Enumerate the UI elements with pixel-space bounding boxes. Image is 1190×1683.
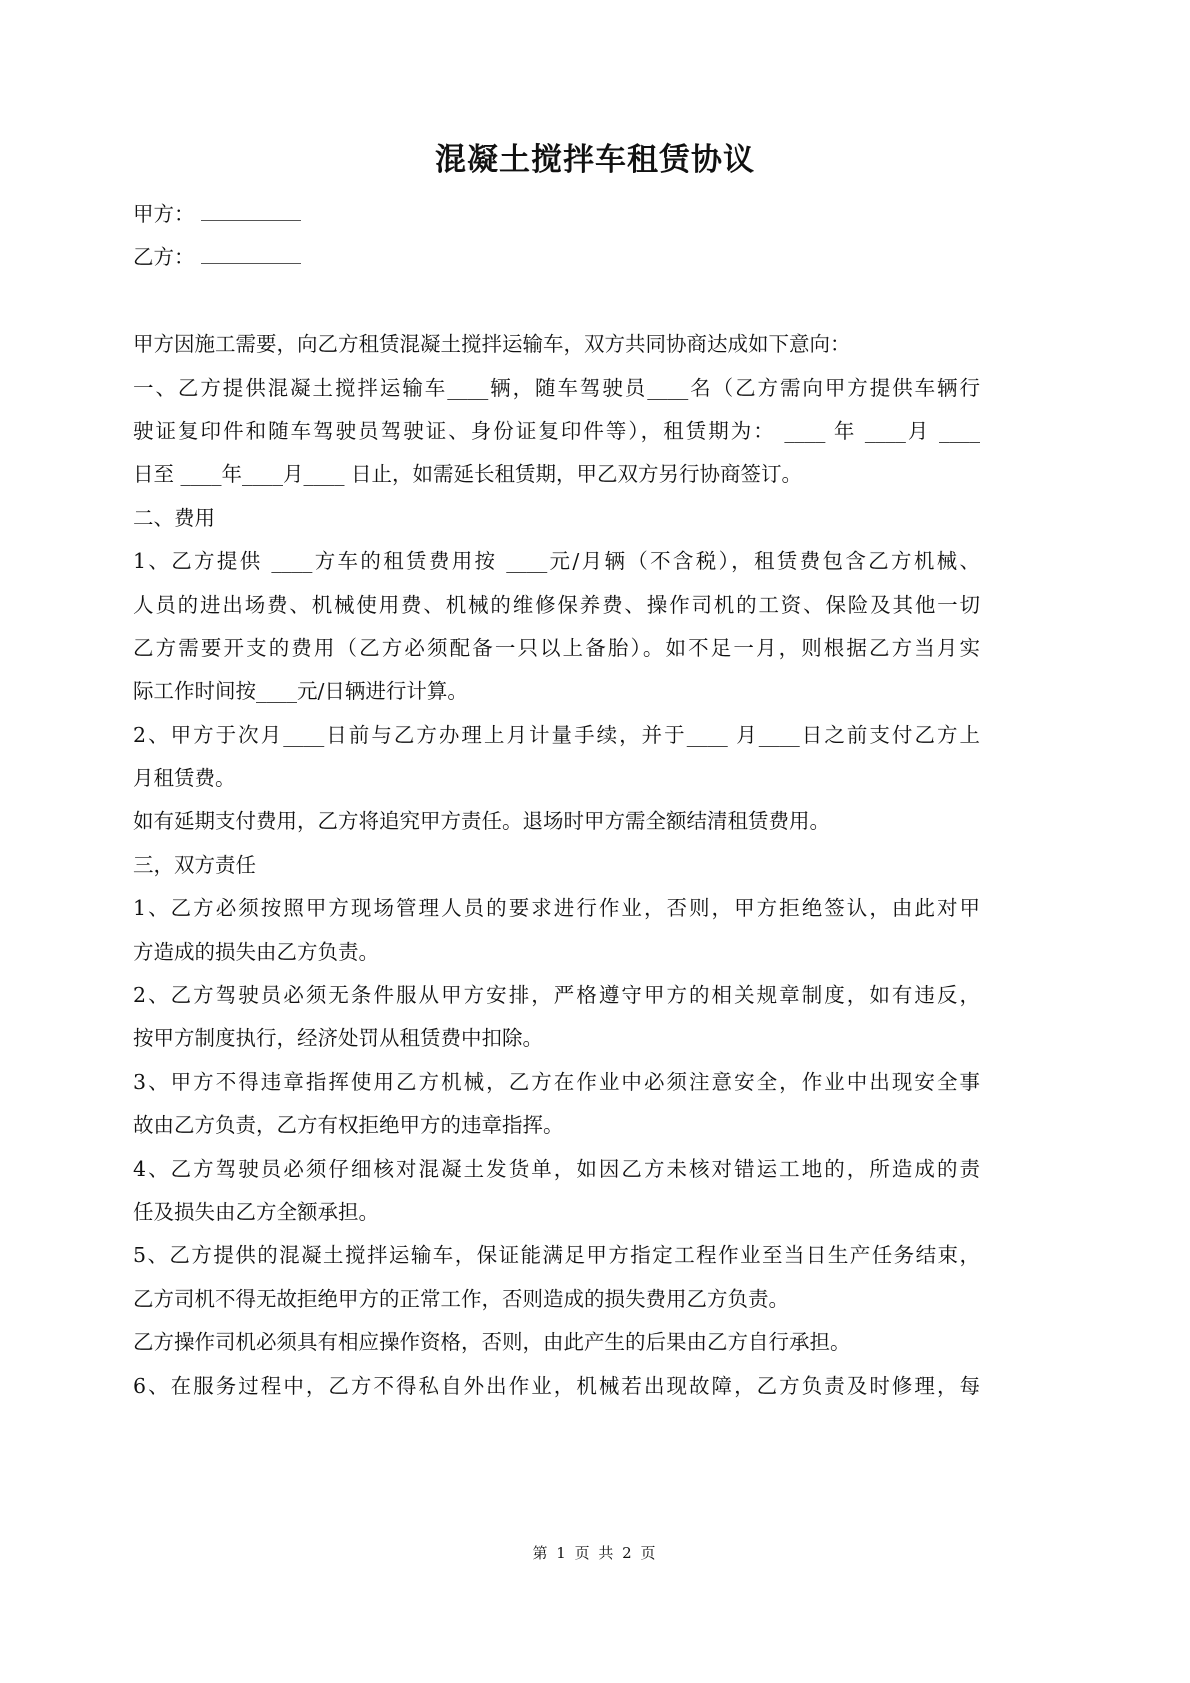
paragraph-line: 乙方司机不得无故拒绝甲方的正常工作，否则造成的损失费用乙方负责。 xyxy=(133,1286,789,1311)
paragraph-line: 任及损失由乙方全额承担。 xyxy=(133,1199,379,1224)
paragraph-line: 2、乙方驾驶员必须无条件服从甲方安排，严格遵守甲方的相关规章制度，如有违反， xyxy=(133,983,980,1008)
paragraph-line: 际工作时间按____元/日辆进行计算。 xyxy=(133,679,468,704)
spacer xyxy=(133,280,980,323)
paragraph-line: 乙方需要开支的费用（乙方必须配备一只以上备胎）。如不足一月，则根据乙方当月实 xyxy=(133,635,980,660)
paragraph-line: 甲方因施工需要，向乙方租赁混凝土搅拌运输车，双方共同协商达成如下意向： xyxy=(133,332,851,357)
paragraph-line: 方造成的损失由乙方负责。 xyxy=(133,939,379,964)
contract-paragraphs xyxy=(133,323,980,1408)
document-title: 混凝土搅拌车租赁协议 xyxy=(435,142,755,178)
paragraph-line: 6、在服务过程中，乙方不得私自外出作业，机械若出现故障，乙方负责及时修理，每 xyxy=(133,1373,980,1398)
paragraph-line: 3、甲方不得违章指挥使用乙方机械，乙方在作业中必须注意安全，作业中出现安全事 xyxy=(133,1069,980,1094)
party-b-line xyxy=(133,236,980,279)
paragraph-line: 1、乙方必须按照甲方现场管理人员的要求进行作业，否则，甲方拒绝签认，由此对甲 xyxy=(133,896,980,921)
party-a-label: 甲方： xyxy=(133,202,195,226)
paragraph-line: 人员的进出场费、机械使用费、机械的维修保养费、操作司机的工资、保险及其他一切 xyxy=(133,592,980,617)
paragraph-line: 5、乙方提供的混凝土搅拌运输车，保证能满足甲方指定工程作业至当日生产任务结束， xyxy=(133,1243,980,1268)
paragraph-line: 驶证复印件和随车驾驶员驾驶证、身份证复印件等），租赁期为： ____ 年 ____月 ____ xyxy=(133,418,980,443)
party-a-blank xyxy=(201,204,301,221)
paragraph-line: 月租赁费。 xyxy=(133,766,236,791)
paragraph-line: 2、甲方于次月____日前与乙方办理上月计量手续，并于____ 月____日之前支付乙方上 xyxy=(133,722,980,747)
paragraph-line: 4、乙方驾驶员必须仔细核对混凝土发货单，如因乙方未核对错运工地的，所造成的责 xyxy=(133,1156,980,1181)
party-a-line xyxy=(133,193,980,236)
party-b-label: 乙方： xyxy=(133,245,195,270)
paragraph-line: 二、费用 xyxy=(133,505,215,530)
paragraph-line: 故由乙方负责，乙方有权拒绝甲方的违章指挥。 xyxy=(133,1113,564,1138)
party-b-blank xyxy=(201,247,301,264)
paragraph-line: 日至 ____年____月____ 日止，如需延长租赁期，甲乙双方另行协商签订。 xyxy=(133,462,803,487)
paragraph-line: 乙方操作司机必须具有相应操作资格，否则，由此产生的后果由乙方自行承担。 xyxy=(133,1330,851,1355)
paragraph-line: 三，双方责任 xyxy=(133,852,256,877)
paragraph-line: 1、乙方提供 ____方车的租赁费用按 ____元/月辆（不含税），租赁费包含乙方机械、 xyxy=(133,549,980,574)
paragraph-line: 如有延期支付费用，乙方将追究甲方责任。退场时甲方需全额结清租赁费用。 xyxy=(133,809,830,834)
paragraph-line: 按甲方制度执行，经济处罚从租赁费中扣除。 xyxy=(133,1026,543,1051)
page-number-footer: 第 1 页 共 2 页 xyxy=(532,1544,658,1562)
paragraph-line: 一、乙方提供混凝土搅拌运输车____辆，随车驾驶员____名（乙方需向甲方提供车辆行 xyxy=(133,375,980,400)
document-body xyxy=(133,193,980,1408)
